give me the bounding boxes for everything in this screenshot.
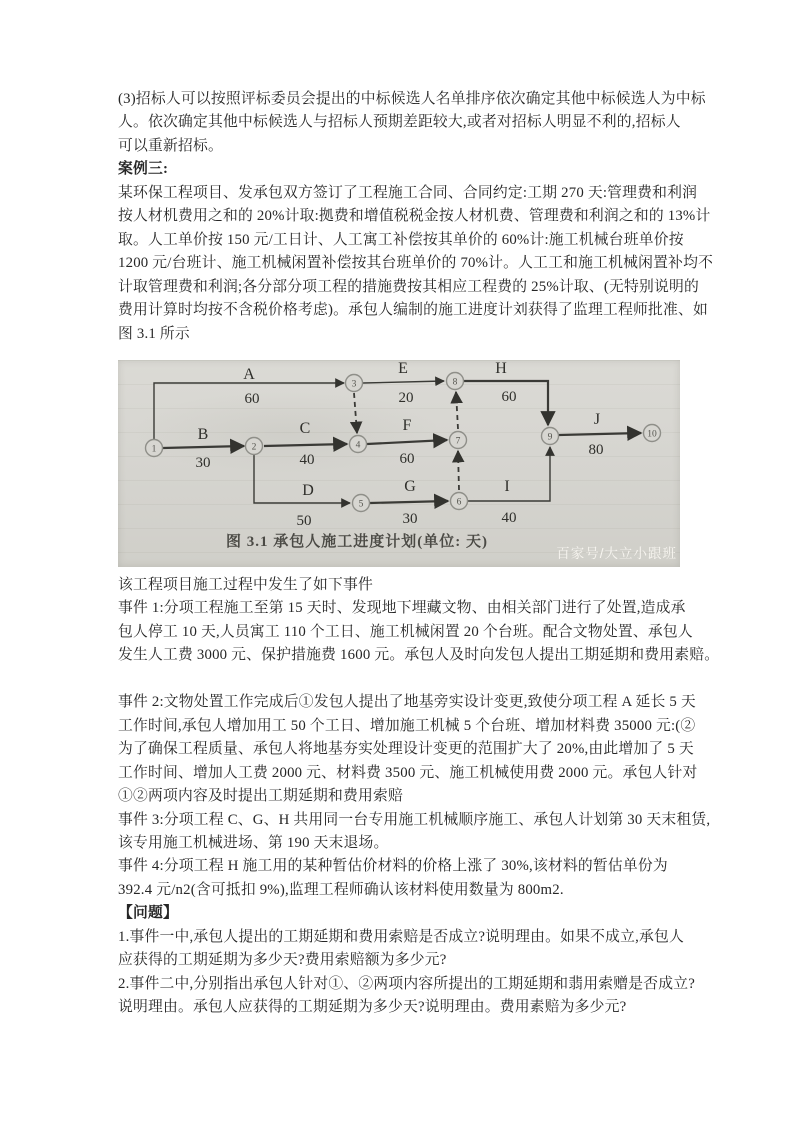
question-2-line: 2.事件二中,分别指出承包人针对①、②两项内容所提出的工期延期和翡用索赠是否成立? (118, 975, 696, 992)
activity-B-arrow (163, 446, 244, 448)
node-4-number: 4 (355, 440, 361, 451)
doc-line: 392.4 元/n2(含可抵扣 9%),监理工程师确认该材料使用数量为 800m2. (118, 881, 564, 898)
node-6 (451, 493, 468, 510)
node-7-number: 7 (455, 436, 461, 447)
activity-F-arrow (367, 440, 447, 444)
activity-D-label: D (302, 482, 314, 499)
case-three-heading: 案例三: (118, 161, 169, 178)
node-8-number: 8 (452, 377, 458, 388)
schedule-network-figure (118, 360, 680, 567)
doc-line: 包人停工 10 天,人员寓工 110 个工日、施工机械闲置 20 个台班。配合文物处置、承包人 (118, 623, 693, 640)
activity-B-duration: 30 (195, 455, 211, 471)
event-3-line: 事件 3:分项工程 C、G、H 共用同一台专用施工机械顺序施工、承包人计划第 30 天末租赁, (118, 811, 711, 828)
node-2 (246, 438, 263, 455)
node-5 (353, 495, 370, 512)
activity-E-duration: 20 (398, 390, 414, 406)
doc-line: 人。依次确定其他中标候选人与招标人预期差距较大,或者对招标人明显不利的,招标人 (118, 114, 681, 131)
doc-line: 可以重新招标。 (118, 137, 223, 154)
activity-G-duration: 30 (402, 511, 418, 527)
document-text-bottom (118, 574, 720, 1020)
activity-H-label: H (495, 360, 507, 377)
doc-line: 费用计算时均按不含税价格考虑)。承包人编制的施工进度计刘获得了监理工程师批准、如 (118, 302, 709, 319)
node-6-number: 6 (456, 497, 462, 508)
watermark: 百家号/大立小跟班 (556, 546, 677, 561)
activity-J-duration: 80 (588, 442, 604, 458)
node-8 (447, 373, 464, 390)
node-1 (146, 440, 163, 457)
activity-I-label: I (504, 478, 510, 495)
node-5-number: 5 (358, 499, 364, 510)
doc-line: 某环保工程项目、发承包双方签订了工程施工合同、合同约定:工期 270 天:管理费和利润 (118, 184, 698, 201)
activity-D-duration: 50 (296, 513, 312, 529)
activity-H-duration: 60 (501, 389, 517, 405)
doc-line: 按人材机费用之和的 20%计取:拠费和增值税税金按人材机费、管理费和利润之和的 13%计 (118, 208, 711, 225)
doc-line: (3)招标人可以按照评标委员会提出的中标候选人名单排序依次确定其他中标候选人为中标 (118, 91, 706, 107)
activity-C-label: C (299, 420, 311, 437)
node-2-number: 2 (251, 442, 257, 453)
activity-J-label: J (593, 411, 601, 428)
activity-J-arrow (559, 433, 641, 435)
dummy-arrow-6-7 (458, 451, 459, 490)
node-7 (450, 432, 467, 449)
doc-line: 说明理由。承包人应获得的工期延期为多少天?说明理由。费用素赔为多少元? (118, 999, 627, 1016)
questions-heading: 【问题】 (118, 905, 178, 922)
node-3-number: 3 (351, 379, 357, 390)
node-4 (350, 436, 367, 453)
activity-E-arrow (363, 381, 444, 383)
activity-E-label: E (398, 360, 408, 377)
activity-I-duration: 40 (501, 510, 517, 526)
doc-line: 工作时间,承包人增加用工 50 个工日、增加施工机械 5 个台班、增加材料费 35000 元:(② (118, 717, 696, 734)
dummy-arrow-3-4 (354, 393, 357, 433)
activity-G-arrow (370, 501, 448, 503)
dummy-arrow-7-8 (456, 392, 458, 429)
doc-line: 取。人工单价按 150 元/工日计、人工寓工补偿按其单价的 60%计:施工机械台班单价按 (118, 231, 684, 248)
blank-line (118, 668, 682, 691)
activity-F-duration: 60 (399, 451, 415, 467)
activity-A-label: A (243, 366, 255, 383)
node-10 (644, 425, 661, 442)
doc-line: 图 3.1 所示 (118, 325, 190, 342)
node-1-number: 1 (151, 444, 157, 455)
event-4-line: 事件 4:分项工程 H 施工用的某种暂估价材料的价格上涨了 30%,该材料的暂估单份为 (118, 858, 668, 875)
activity-B-label: B (197, 426, 209, 443)
node-9 (542, 428, 559, 445)
doc-line: 应获得的工期延期为多少天?费用索赔额为多少元? (118, 952, 447, 969)
doc-line: 1200 元/台班计、施工机械闲置补偿按其台班单价的 70%计。人工工和施工机械闲置补均不 (118, 255, 714, 272)
figure-caption: 图 3.1 承包人施工进度计划(单位: 天) (226, 534, 488, 550)
node-9-number: 9 (547, 432, 553, 443)
event-1-line: 事件 1:分项工程施工至第 15 天时、发现地下埋藏文物、由相关部门进行了处置,造成承 (118, 600, 686, 617)
node-10-number: 10 (647, 429, 657, 440)
doc-line: 该专用施工机械进场、第 190 天末退场。 (118, 834, 389, 851)
doc-line: 发生人工费 3000 元、保护措施费 1600 元。承包人及时向发包人提出工期延期和费用素赔。 (118, 647, 720, 664)
doc-line: 工作时间、增加人工费 2000 元、材料费 3500 元、施工机械使用费 2000 元。承包人针对 (118, 764, 698, 781)
doc-line: 计取管理费和利润;各分部分项工程的措施费按其相应工程费的 25%计取、(无特别说明的 (118, 278, 699, 295)
question-1-line: 1.事件一中,承包人提出的工期延期和费用索赔是否成立?说明理由。如果不成立,承包人 (118, 928, 684, 945)
doc-line: ①②两项内容及时提出工期延期和费用索赔 (118, 788, 403, 805)
activity-A-duration: 60 (244, 391, 260, 407)
activity-G-label: G (404, 478, 416, 495)
node-3 (346, 375, 363, 392)
doc-line: 该工程项目施工过程中发生了如下事件 (118, 577, 373, 593)
event-2-line: 事件 2:文物处置工作完成后①发包人提出了地基旁实设计变更,致使分项工程 A 延长 5 天 (118, 694, 696, 711)
document-text-top (118, 88, 714, 346)
activity-C-duration: 40 (299, 452, 315, 468)
doc-line: 为了确保工程质量、承包人将地基夯实处理设计变更的范围扩大了 20%,由此增加了 5 天 (118, 741, 694, 758)
activity-F-label: F (402, 417, 412, 434)
activity-C-arrow (264, 444, 347, 446)
